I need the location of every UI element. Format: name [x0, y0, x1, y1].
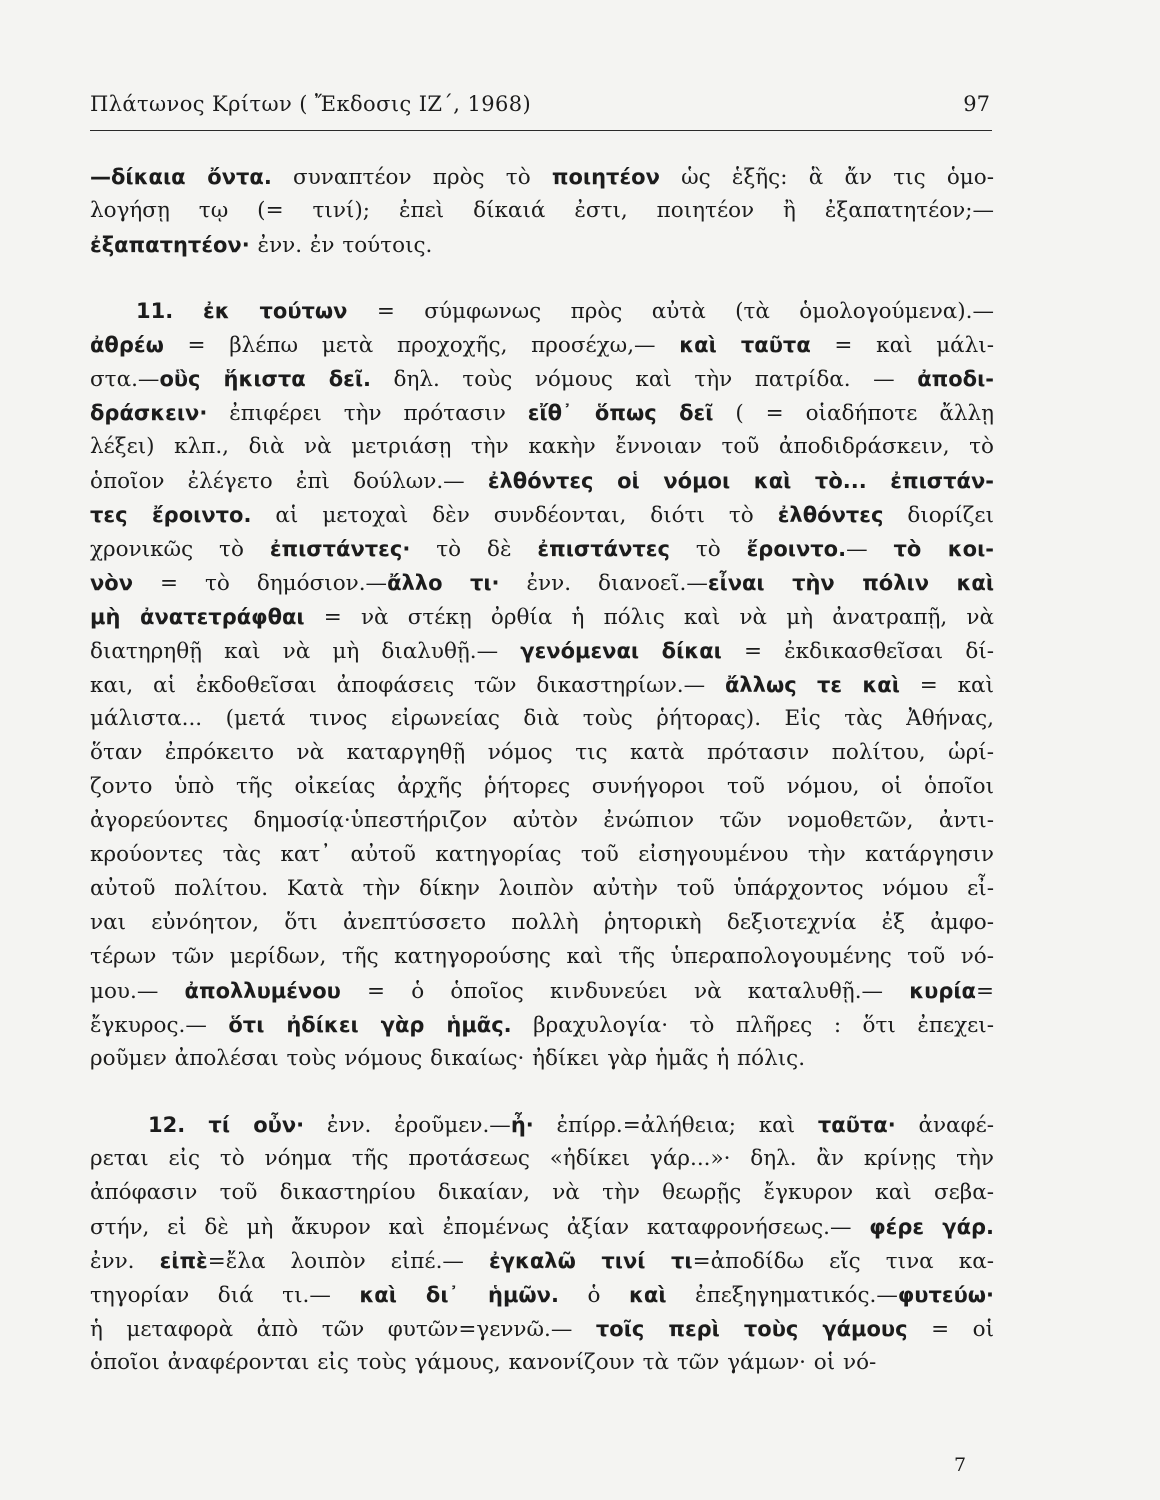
running-title: Πλάτωνος Κρίτων ( Ἔκδοσις ΙΖ΄, 1968): [90, 92, 532, 116]
gloss-text: στήν, εἰ δὲ μὴ ἄκυρον καὶ ἐπομένως ἀξίαν καταφρονήσεως.—: [90, 1215, 870, 1240]
text-line: [136, 294, 994, 328]
gloss-text: τὸ: [669, 537, 747, 562]
gloss-text: ἐνν. ἐροῦμεν.—: [304, 1113, 511, 1138]
gloss-text: τέρων τῶν μερίδων, τῆς κατηγορούσης καὶ τῆς ὑπεραπολογουμένης τοῦ νό-: [90, 944, 994, 969]
gloss-text: τηγορίαν διά τι.—: [90, 1283, 360, 1308]
gloss-text: ζοντο ὑπὸ τῆς οἰκείας ἀρχῆς ῥήτορες συνήγοροι τοῦ νόμου, οἱ ὁποῖοι: [90, 774, 994, 799]
text-line: [90, 160, 994, 194]
text-line: [90, 668, 994, 702]
text-line: [90, 532, 994, 566]
gloss-text: στα.—: [90, 367, 160, 392]
text-line: [148, 1108, 994, 1142]
gloss-text: κρούοντες τὰς κατ᾽ αὐτοῦ κατηγορίας τοῦ εἰσηγουμένου τὴν κατάργησιν: [90, 842, 994, 867]
text-line: [90, 974, 994, 1008]
lemma: γενόμεναι δίκαι: [520, 639, 722, 663]
lemma: νὸν: [90, 571, 134, 595]
lemma: εἶναι τὴν πόλιν καὶ: [707, 571, 994, 595]
lemma: ἐπιστάντες·: [269, 537, 411, 561]
lemma: ἐπιστάντες: [537, 537, 670, 561]
lemma: μὴ ἀνατετράφθαι: [90, 605, 305, 629]
text-line: [90, 328, 994, 362]
gloss-text: ὁποῖον ἐλέγετο ἐπὶ δούλων.—: [90, 469, 488, 494]
gloss-text: διατηρηθῇ καὶ νὰ μὴ διαλυθῇ.—: [90, 639, 521, 664]
gloss-text: = ἐκδικασθεῖσαι δί-: [721, 639, 995, 664]
gloss-text: ἀγορεύοντες δημοσίᾳ·ὑπεστήριζον αὐτὸν ἐνώπιον τῶν νομοθετῶν, ἀντι-: [90, 808, 994, 833]
lemma: ἄλλο τι·: [387, 571, 500, 595]
gloss-text: ἐνν.: [90, 1249, 160, 1274]
gloss-text: ὁ: [558, 1283, 629, 1308]
gloss-text: = καὶ μάλι-: [810, 333, 995, 358]
gloss-text: ρεται εἰς τὸ νόημα τῆς προτάσεως «ἠδίκει γάρ...»· δηλ. ἂν κρίνῃς τὴν: [90, 1146, 994, 1171]
gloss-text: ἐπίρρ.=ἀλήθεια; καὶ: [533, 1113, 818, 1138]
text-line: [90, 736, 994, 770]
gloss-text: ναι εὐνόητον, ὅτι ἀνεπτύσσετο πολλὴ ῥητορικὴ δεξιοτεχνία ἐξ ἀμφο-: [90, 910, 994, 935]
lemma: ἐλθόντες: [777, 503, 884, 527]
lemma: ἀποδι-: [917, 367, 994, 391]
text-line: [90, 1312, 994, 1346]
lemma: ἦ·: [510, 1113, 534, 1137]
lemma: ἀπολλυμένου: [184, 979, 341, 1003]
text-line: [90, 1042, 994, 1076]
gloss-text: και, αἱ ἐκδοθεῖσαι ἀποφάσεις τῶν δικαστηρίων.—: [90, 673, 725, 698]
gloss-text: =: [975, 979, 994, 1004]
gloss-text: =ἀποδίδω εἴς τινα κα-: [692, 1249, 994, 1274]
lemma: ἄλλως τε καὶ: [724, 673, 900, 697]
gloss-text: μου.—: [90, 979, 185, 1004]
text-line: [90, 430, 994, 464]
lemma: ἀθρέω: [90, 333, 164, 357]
gloss-text: ἐνν. ἐν τούτοις.: [249, 233, 433, 258]
text-line: [90, 396, 994, 430]
page-number: 97: [963, 92, 990, 116]
gloss-text: συναπτέον πρὸς τὸ: [271, 165, 552, 190]
signature-mark: 7: [954, 1454, 967, 1476]
lemma: κυρία: [909, 979, 976, 1003]
text-line: [90, 1008, 994, 1042]
lemma: 12. τί οὖν·: [148, 1113, 305, 1137]
text-line: [90, 872, 994, 906]
lemma: ἐξαπατητέον·: [90, 233, 250, 257]
gloss-text: ὁποῖοι ἀναφέρονται εἰς τοὺς γάμους, κανονίζουν τὰ τῶν γάμων· οἱ νό-: [90, 1350, 877, 1375]
lemma: τοῖς περὶ τοὺς γάμους: [595, 1317, 908, 1341]
lemma: καὶ δι᾽ ἡμῶν.: [359, 1283, 559, 1307]
lemma: ὅτι ἠδίκει γὰρ ἡμᾶς.: [228, 1013, 512, 1037]
gloss-text: =ἔλα λοιπὸν εἰπέ.—: [207, 1249, 489, 1274]
gloss-text: ὅταν ἐπρόκειτο νὰ καταργηθῇ νόμος τις κατὰ πρότασιν πολίτου, ὡρί-: [90, 740, 994, 765]
lemma: ἐλθόντες οἱ νόμοι καὶ τὸ... ἐπιστάν-: [487, 469, 994, 493]
lemma: καὶ ταῦτα: [679, 333, 811, 357]
lemma: καὶ: [628, 1283, 667, 1307]
lemma: —δίκαια ὄντα.: [90, 165, 272, 189]
gloss-text: λέξει) κλπ., διὰ νὰ μετριάσῃ τὴν κακὴν ἔννοιαν τοῦ ἀποδιδράσκειν, τὸ: [90, 434, 994, 459]
lemma: ἔροιντο.: [746, 537, 847, 561]
lemma: 11. ἐκ τούτων: [136, 299, 348, 323]
gloss-text: —: [846, 537, 894, 562]
gloss-text: τὸ δὲ: [410, 537, 538, 562]
gloss-text: χρονικῶς τὸ: [90, 537, 270, 562]
gloss-text: αἱ μετοχαὶ δὲν συνδέονται, διότι τὸ: [251, 503, 778, 528]
lemma: φέρε γάρ.: [869, 1215, 995, 1239]
text-line: [90, 1210, 994, 1244]
gloss-text: μάλιστα... (μετά τινος εἰρωνείας διὰ τοὺς ῥήτορας). Εἰς τὰς Ἀθήνας,: [90, 706, 994, 731]
gloss-text: = νὰ στέκῃ ὀρθία ἡ πόλις καὶ νὰ μὴ ἀνατραπῇ, νὰ: [304, 605, 994, 630]
text-line: [90, 566, 994, 600]
gloss-text: βραχυλογία· τὸ πλῆρες : ὅτι ἐπεχει-: [511, 1013, 994, 1038]
gloss-text: ὡς ἑξῆς: ἃ ἄν τις ὁμο-: [659, 165, 994, 190]
text-line: [90, 838, 994, 872]
gloss-text: ἡ μεταφορὰ ἀπὸ τῶν φυτῶν=γεννῶ.—: [90, 1317, 596, 1342]
gloss-text: = καὶ: [899, 673, 995, 698]
gloss-text: ( = οἱαδήποτε ἄλλῃ: [713, 401, 995, 426]
text-line: [90, 464, 994, 498]
lemma: ποιητέον: [551, 165, 660, 189]
text-line: [90, 362, 994, 396]
text-line: [90, 1244, 994, 1278]
text-line: [90, 1346, 994, 1380]
lemma: οὓς ἥκιστα δεῖ.: [159, 367, 372, 391]
gloss-text: δηλ. τοὺς νόμους καὶ τὴν πατρίδα. —: [371, 367, 918, 392]
text-line: [90, 634, 994, 668]
gloss-text: = σύμφωνως πρὸς αὐτὰ (τὰ ὁμολογούμενα).—: [347, 299, 995, 324]
lemma: ἐγκαλῶ τινί τι: [488, 1249, 693, 1273]
gloss-text: ἐπιφέρει τὴν πρότασιν: [207, 401, 528, 426]
gloss-text: ἐπεξηγηματικός.—: [666, 1283, 898, 1308]
text-line: [90, 1176, 994, 1210]
text-line: [90, 498, 994, 532]
lemma: τες ἔροιντο.: [90, 503, 252, 527]
gloss-text: ἀναφέ-: [895, 1113, 995, 1138]
gloss-text: διορίζει: [883, 503, 995, 528]
text-line: [90, 906, 994, 940]
text-line: [90, 1142, 994, 1176]
gloss-text: λογήσῃ τῳ (= τινί); ἐπεὶ δίκαιά ἐστι, ποιητέον ἢ ἐξαπατητέον;—: [90, 198, 994, 223]
gloss-text: αὐτοῦ πολίτου. Κατὰ τὴν δίκην λοιπὸν αὐτὴν τοῦ ὑπάρχοντος νόμου εἶ-: [90, 876, 994, 901]
text-line: [90, 600, 994, 634]
gloss-text: = τὸ δημόσιον.—: [133, 571, 388, 596]
text-line: [90, 940, 994, 974]
lemma: εἰπὲ: [159, 1249, 208, 1273]
text-line: [90, 1278, 994, 1312]
text-line: [90, 702, 994, 736]
text-line: [90, 770, 994, 804]
gloss-text: = οἱ: [907, 1317, 994, 1342]
text-line: [90, 804, 994, 838]
gloss-text: ἔγκυρος.—: [90, 1013, 229, 1038]
lemma: ταῦτα·: [817, 1113, 896, 1137]
gloss-text: ροῦμεν ἀπολέσαι τοὺς νόμους δικαίως· ἠδίκει γὰρ ἡμᾶς ἡ πόλις.: [90, 1046, 806, 1071]
lemma: τὸ κοι-: [893, 537, 994, 561]
gloss-text: ἀπόφασιν τοῦ δικαστηρίου δικαίαν, νὰ τὴν θεωρῇς ἔγκυρον καὶ σεβα-: [90, 1180, 994, 1205]
gloss-text: ἐνν. διανοεῖ.—: [499, 571, 708, 596]
gloss-text: = ὁ ὁποῖος κινδυνεύει νὰ καταλυθῇ.—: [340, 979, 910, 1004]
lemma: εἴθ᾽ ὅπως δεῖ: [527, 401, 714, 425]
gloss-text: = βλέπω μετὰ προχοχῆς, προσέχω,—: [163, 333, 680, 358]
text-line: [90, 228, 994, 262]
running-header: [90, 92, 992, 128]
lemma: φυτεύω·: [897, 1283, 994, 1307]
text-line: [90, 194, 994, 228]
header-rule: [90, 130, 992, 131]
lemma: δράσκειν·: [90, 401, 208, 425]
